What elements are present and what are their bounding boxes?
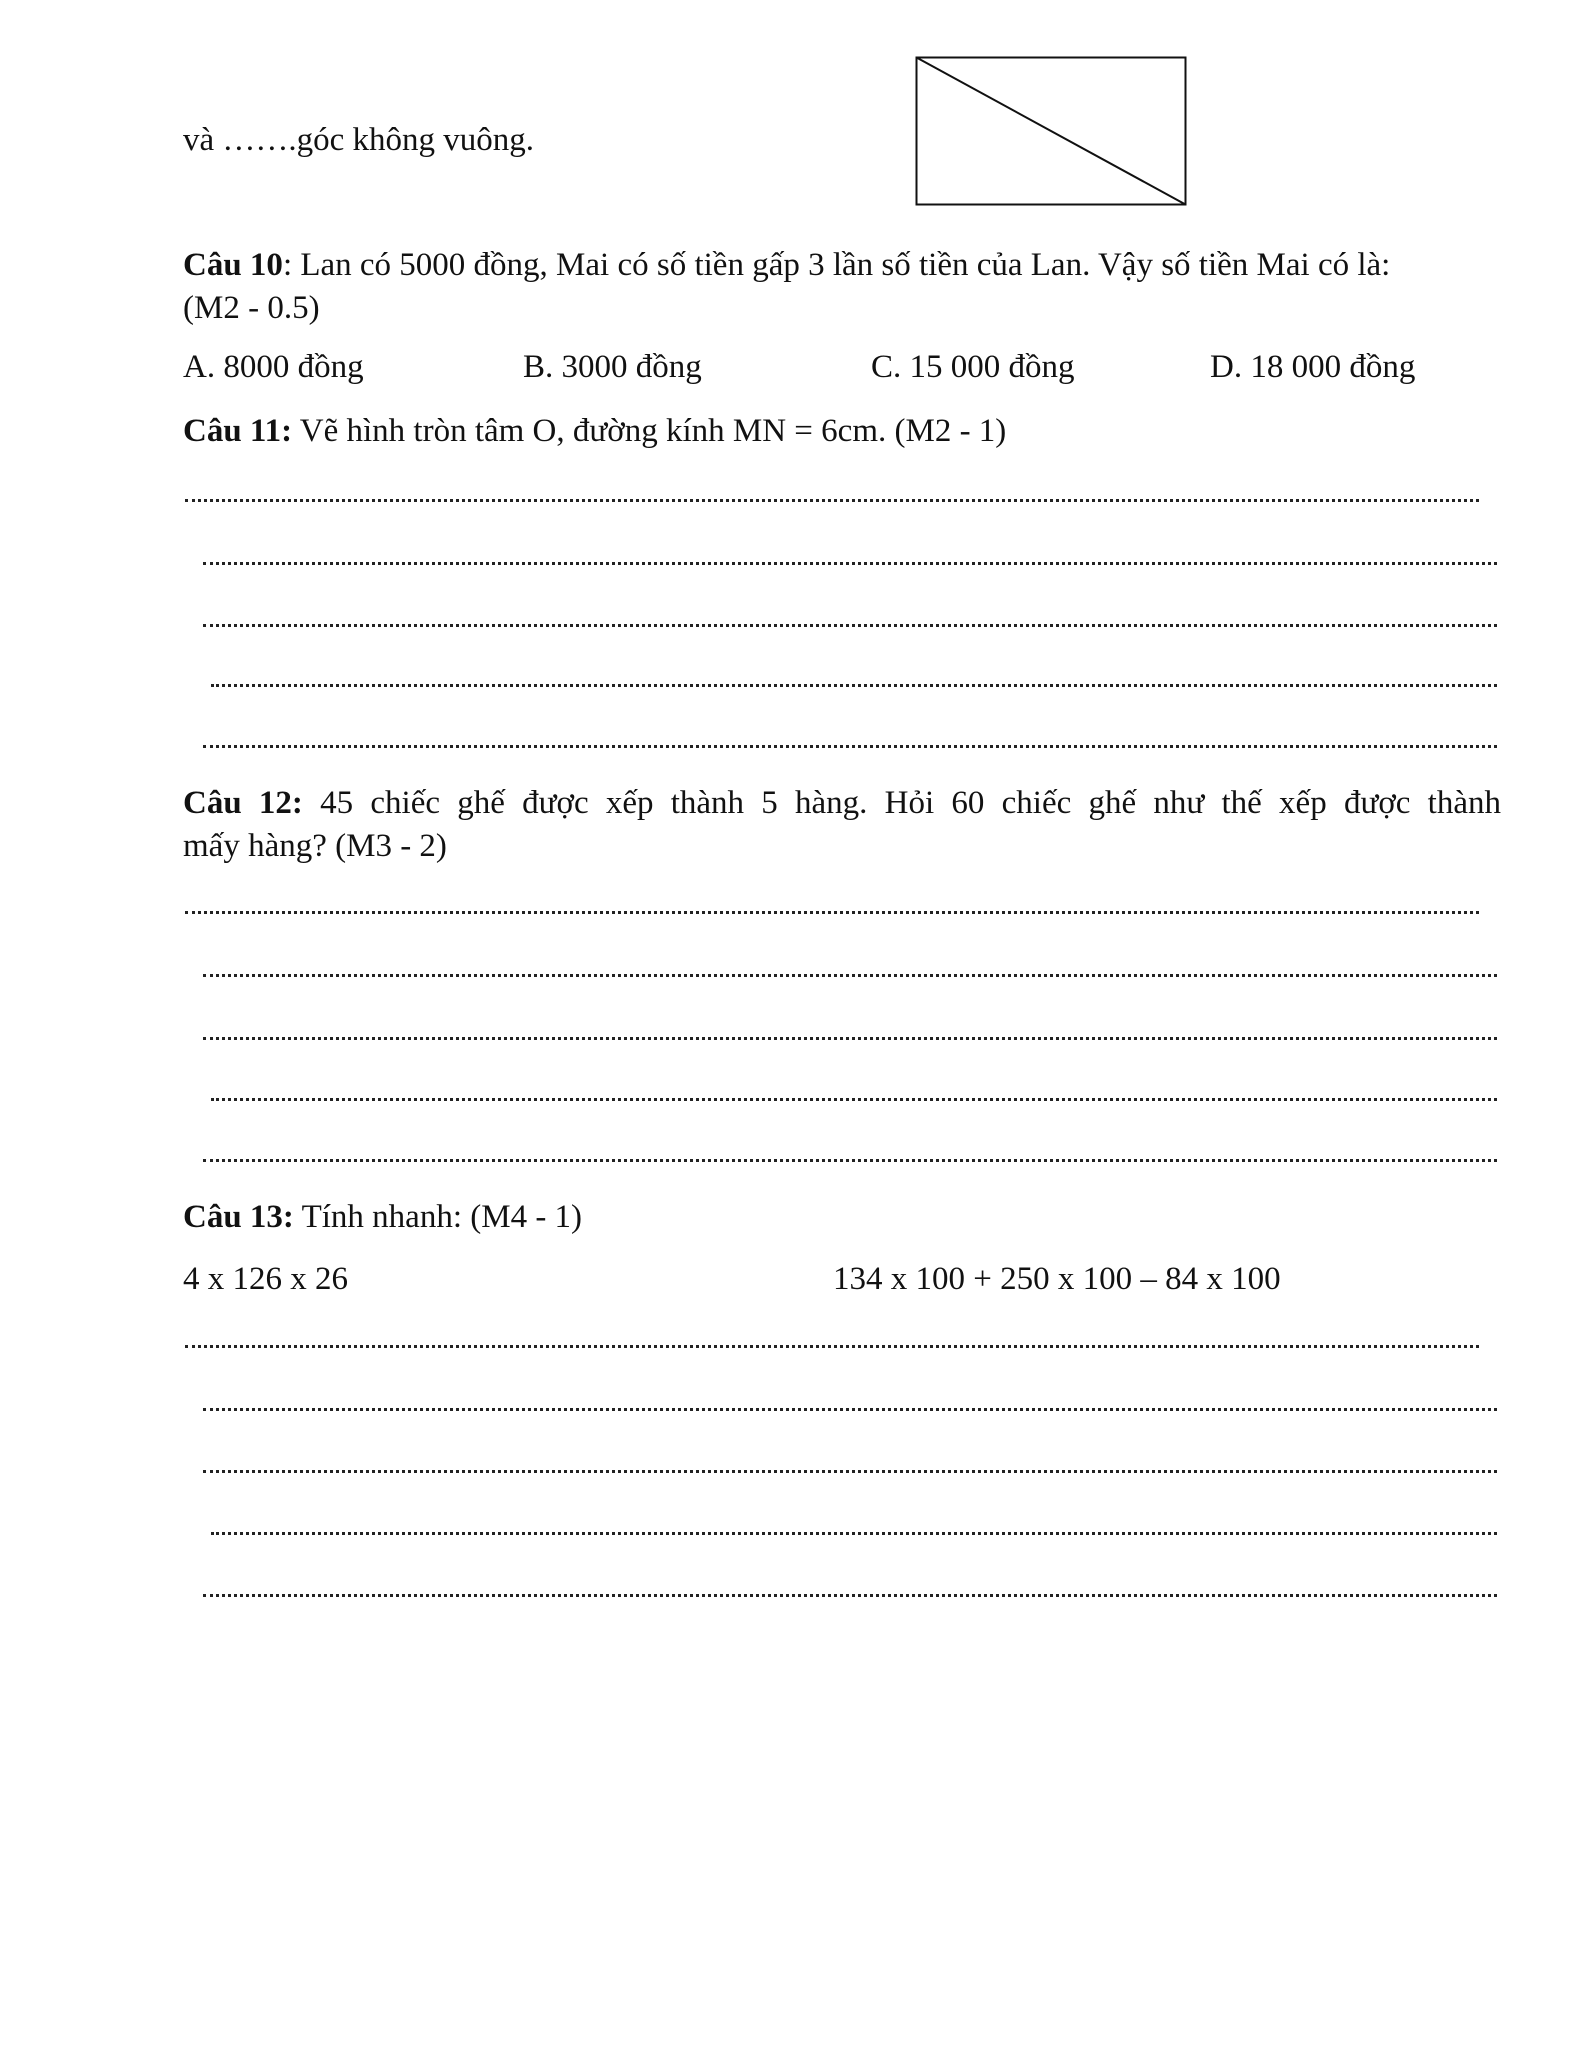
q13-answer-line <box>203 1466 1497 1473</box>
q10-text: : Lan có 5000 đồng, Mai có số tiền gấp 3 lần số tiền của Lan. Vậy số tiền Mai có là: <box>282 247 1391 283</box>
q13-expression-2: 134 x 100 + 250 x 100 – 84 x 100 <box>833 1261 1281 1297</box>
q12-line2: mấy hàng? (M3 - 2) <box>183 828 447 864</box>
q10-line1 <box>183 245 1390 285</box>
q12-text: 45 chiếc ghế được xếp thành 5 hàng. Hỏi 60 chiếc ghế như thế xếp được thành <box>302 785 1501 821</box>
q11-answer-line <box>185 495 1479 502</box>
q11-answer-line <box>203 741 1497 748</box>
q10-label: Câu 10 <box>183 247 283 283</box>
rectangle-diagonal-figure <box>915 56 1187 206</box>
q12-label: Câu 12: <box>183 785 303 821</box>
q11-answer-line <box>211 680 1497 687</box>
q11-answer-line <box>203 620 1497 627</box>
q13-text: Tính nhanh: (M4 - 1) <box>293 1199 583 1235</box>
intro-text: và …….góc không vuông. <box>183 122 535 158</box>
q10-option-c: C. 15 000 đồng <box>871 349 1075 385</box>
q11-answer-line <box>203 558 1497 565</box>
q12-line1 <box>183 783 1501 823</box>
q12-answer-line <box>203 1155 1497 1162</box>
q13-answer-line <box>185 1341 1479 1348</box>
q12-answer-line <box>185 907 1479 914</box>
q10-option-a: A. 8000 đồng <box>183 349 364 385</box>
q11-text: Vẽ hình tròn tâm O, đường kính MN = 6cm. (M2 - 1) <box>292 413 1007 449</box>
q11-line <box>183 411 1006 451</box>
q10-option-d: D. 18 000 đồng <box>1210 349 1416 385</box>
q13-answer-line <box>211 1528 1497 1535</box>
q12-answer-line <box>203 970 1497 977</box>
q11-label: Câu 11: <box>183 413 293 449</box>
q10-line2: (M2 - 0.5) <box>183 290 320 326</box>
q13-line <box>183 1197 582 1237</box>
q13-expression-1: 4 x 126 x 26 <box>183 1261 348 1297</box>
q13-label: Câu 13: <box>183 1199 294 1235</box>
q12-answer-line <box>211 1094 1497 1101</box>
q10-option-b: B. 3000 đồng <box>523 349 702 385</box>
q13-answer-line <box>203 1590 1497 1597</box>
q12-answer-line <box>203 1033 1497 1040</box>
q13-answer-line <box>203 1404 1497 1411</box>
